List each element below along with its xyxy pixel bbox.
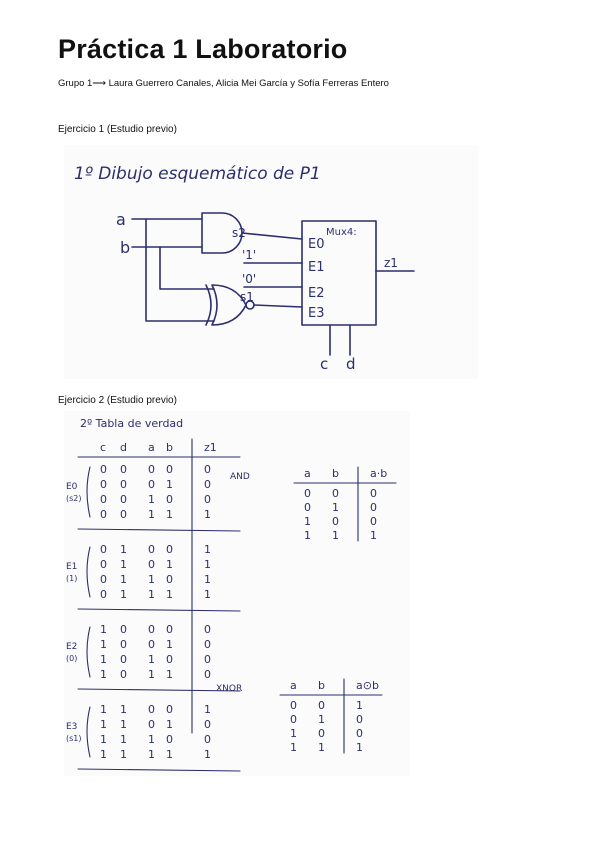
cell: 0 [148, 558, 155, 571]
header-2: a [148, 441, 155, 454]
tt-and-cell: 1 [370, 529, 377, 542]
cell: 1 [148, 573, 155, 586]
cell: 1 [204, 558, 211, 571]
mux-input-e3: E3 [308, 306, 325, 321]
mux-input-e0: E0 [308, 237, 325, 252]
mux-input-e1: E1 [308, 260, 325, 275]
mux-label: Mux4: [326, 227, 357, 238]
cell: 1 [148, 733, 155, 746]
cell: 1 [100, 638, 107, 651]
cell: 0 [166, 733, 173, 746]
cell: 0 [166, 703, 173, 716]
cell: 1 [204, 588, 211, 601]
cell: 0 [204, 638, 211, 651]
cell: 1 [166, 668, 173, 681]
cell: 0 [166, 543, 173, 556]
cell: 1 [100, 718, 107, 731]
tt-xnor-cell: 1 [356, 699, 363, 712]
cell: 1 [148, 508, 155, 521]
tt-xnor-label: XNOR [216, 684, 243, 694]
cell: 0 [204, 653, 211, 666]
truth-table-drawing [64, 411, 410, 776]
cell: 1 [120, 573, 127, 586]
cell: 0 [100, 508, 107, 521]
tt-and-header-0: a [304, 467, 311, 480]
cell: 1 [100, 668, 107, 681]
tt-xnor-cell: 1 [290, 741, 297, 754]
wire-s2 [242, 233, 302, 239]
wire-a-to-xnor [146, 219, 214, 321]
tt-xnor-cell: 0 [356, 713, 363, 726]
tt-xnor-header-1: b [318, 679, 325, 692]
cell: 1 [100, 623, 107, 636]
cell: 0 [100, 558, 107, 571]
group-label-0: E0 [66, 482, 78, 492]
tt-and-label: AND [230, 472, 250, 482]
and-truth-table [230, 467, 396, 542]
cell: 1 [166, 558, 173, 571]
tt-and-header-1: b [332, 467, 339, 480]
cell: 0 [120, 508, 127, 521]
tt-and-cell: 0 [370, 515, 377, 528]
cell: 1 [120, 543, 127, 556]
cell: 1 [204, 543, 211, 556]
exercise2-heading: Ejercicio 2 (Estudio previo) [58, 395, 177, 406]
tt-xnor-cell: 1 [356, 741, 363, 754]
tt-and-cell: 1 [304, 529, 311, 542]
cell: 1 [148, 668, 155, 681]
cell: 1 [166, 478, 173, 491]
tt-and-cell: 0 [370, 501, 377, 514]
cell: 1 [100, 653, 107, 666]
cell: 0 [148, 638, 155, 651]
cell: 1 [100, 733, 107, 746]
group-sub-3: (s1) [66, 734, 82, 743]
tt-and-cell: 1 [304, 515, 311, 528]
input-a-label: a [116, 210, 126, 229]
cell: 1 [120, 748, 127, 761]
group-brace-1 [87, 547, 90, 597]
cell: 0 [120, 623, 127, 636]
cell: 1 [148, 493, 155, 506]
cell: 0 [148, 703, 155, 716]
cell: 1 [120, 558, 127, 571]
main-truth-table [66, 439, 243, 771]
sketch1-title: 1º Dibujo esquemático de P1 [74, 164, 321, 184]
header-4: z1 [204, 441, 217, 454]
group-brace-2 [87, 627, 90, 677]
cell: 1 [166, 588, 173, 601]
tt-xnor-cell: 0 [318, 727, 325, 740]
cell: 0 [120, 668, 127, 681]
group-sub-0: (s2) [66, 494, 82, 503]
group-rule [78, 769, 240, 771]
cell: 1 [148, 588, 155, 601]
cell: 0 [120, 653, 127, 666]
cell: 1 [204, 573, 211, 586]
xnor-gate-back [206, 285, 211, 325]
wire-s1-label: s1 [240, 290, 254, 304]
cell: 0 [204, 463, 211, 476]
cell: 0 [166, 573, 173, 586]
cell: 1 [204, 748, 211, 761]
cell: 0 [204, 623, 211, 636]
cell: 0 [204, 668, 211, 681]
cell: 0 [120, 493, 127, 506]
group-label-2: E2 [66, 642, 78, 652]
select-c-label: c [320, 355, 329, 373]
cell: 1 [148, 748, 155, 761]
cell: 0 [148, 543, 155, 556]
header-3: b [166, 441, 173, 454]
tt-xnor-cell: 1 [318, 713, 325, 726]
cell: 1 [166, 718, 173, 731]
output-label: z1 [384, 256, 398, 270]
cell: 0 [120, 478, 127, 491]
const-0-label: '0' [242, 272, 257, 286]
cell: 0 [100, 588, 107, 601]
cell: 0 [204, 493, 211, 506]
cell: 0 [166, 623, 173, 636]
cell: 0 [100, 573, 107, 586]
authors-line: Grupo 1⟶ Laura Guerrero Canales, Alicia Mei García y Sofía Ferreras Entero [58, 78, 389, 89]
cell: 0 [148, 718, 155, 731]
tt-xnor-cell: 1 [318, 741, 325, 754]
sketch2-title: 2º Tabla de verdad [80, 417, 184, 430]
const-1-label: '1' [242, 248, 257, 262]
tt-xnor-header-0: a [290, 679, 297, 692]
cell: 0 [204, 718, 211, 731]
input-b-label: b [120, 238, 131, 257]
cell: 1 [120, 588, 127, 601]
cell: 1 [148, 653, 155, 666]
wire-s1 [254, 305, 302, 307]
page-title: Práctica 1 Laboratorio [58, 34, 348, 64]
tt-xnor-cell: 0 [356, 727, 363, 740]
header-0: c [100, 441, 107, 454]
tt-and-cell: 1 [332, 501, 339, 514]
cell: 0 [148, 463, 155, 476]
cell: 0 [204, 733, 211, 746]
cell: 0 [100, 493, 107, 506]
tt-and-cell: 0 [304, 501, 311, 514]
tt-and-cell: 0 [332, 487, 339, 500]
tt-and-cell: 0 [332, 515, 339, 528]
group-rule [78, 529, 240, 531]
cell: 0 [166, 493, 173, 506]
group-brace-3 [87, 707, 90, 757]
cell: 0 [120, 638, 127, 651]
tt-and-cell: 0 [370, 487, 377, 500]
group-label-1: E1 [66, 562, 78, 572]
schematic-drawing [64, 145, 478, 379]
select-d-label: d [346, 355, 356, 373]
group-brace-0 [87, 467, 90, 517]
cell: 0 [120, 463, 127, 476]
cell: 1 [204, 703, 211, 716]
cell: 0 [166, 653, 173, 666]
cell: 1 [166, 748, 173, 761]
exercise1-heading: Ejercicio 1 (Estudio previo) [58, 124, 177, 135]
group-rule [78, 609, 240, 611]
wire-s2-label: s2 [232, 226, 246, 240]
group-sub-1: (1) [66, 574, 78, 583]
cell: 1 [120, 718, 127, 731]
cell: 0 [100, 543, 107, 556]
cell: 1 [100, 748, 107, 761]
cell: 1 [204, 508, 211, 521]
tt-and-cell: 0 [304, 487, 311, 500]
tt-xnor-cell: 0 [318, 699, 325, 712]
cell: 0 [100, 463, 107, 476]
tt-xnor-header-2: a⊙b [356, 679, 379, 692]
cell: 1 [120, 733, 127, 746]
cell: 0 [166, 463, 173, 476]
cell: 0 [204, 478, 211, 491]
tt-and-cell: 1 [332, 529, 339, 542]
schematic-photo [64, 145, 478, 379]
xnor-truth-table [216, 679, 382, 754]
cell: 0 [148, 478, 155, 491]
cell: 0 [148, 623, 155, 636]
mux-input-e2: E2 [308, 286, 325, 301]
cell: 1 [120, 703, 127, 716]
cell: 1 [166, 638, 173, 651]
cell: 0 [100, 478, 107, 491]
cell: 1 [100, 703, 107, 716]
header-1: d [120, 441, 127, 454]
cell: 1 [166, 508, 173, 521]
truth-table-photo [64, 411, 410, 776]
tt-xnor-cell: 0 [290, 699, 297, 712]
tt-xnor-cell: 1 [290, 727, 297, 740]
tt-and-header-2: a·b [370, 467, 388, 480]
tt-xnor-cell: 0 [290, 713, 297, 726]
group-label-3: E3 [66, 722, 78, 732]
group-sub-2: (0) [66, 654, 78, 663]
